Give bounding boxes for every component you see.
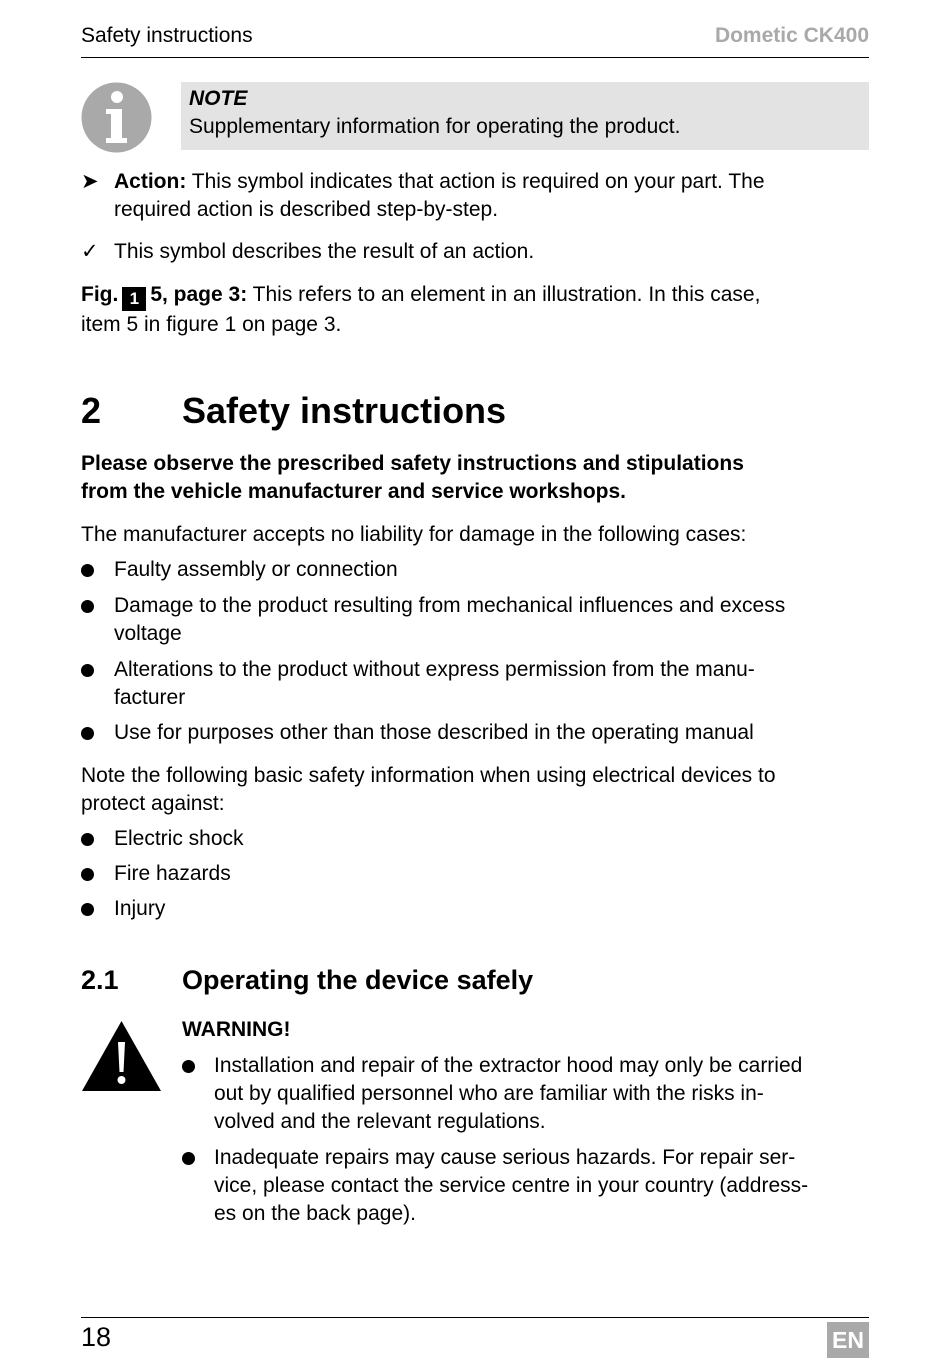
fig-number-box: 1 <box>122 287 146 311</box>
intro-line-1: Please observe the prescribed safety instructions and stipulations <box>81 452 744 475</box>
action-description <box>114 168 869 224</box>
bullet-icon <box>81 727 94 740</box>
basic-line-1: Note the following basic safety information when using electrical devices to <box>81 764 776 787</box>
header-section-title: Safety instructions <box>81 24 253 47</box>
bullet-icon <box>81 903 94 916</box>
intro-line-2: from the vehicle manufacturer and service workshops. <box>81 480 627 503</box>
manual-page <box>81 0 869 1362</box>
action-arrow-icon: ➤ <box>81 170 99 193</box>
liability-item <box>114 592 869 648</box>
hazard-item: Fire hazards <box>114 862 231 885</box>
warning-item-line-3: volved and the relevant regulations. <box>214 1110 546 1133</box>
header-product-name: Dometic CK400 <box>714 24 869 47</box>
language-badge: EN <box>827 1322 869 1358</box>
page-number: 18 <box>81 1322 112 1352</box>
basic-line-2: protect against: <box>81 792 225 815</box>
figure-reference-text <box>81 281 869 339</box>
section-2-title: Safety instructions <box>182 390 507 431</box>
hazard-item: Electric shock <box>114 827 244 850</box>
section-2-1-title: Operating the device safely <box>182 965 534 995</box>
liability-item-line-2: facturer <box>114 686 186 709</box>
basic-safety-text <box>81 762 869 818</box>
bullet-icon <box>81 868 94 881</box>
bullet-icon <box>182 1060 195 1073</box>
liability-item-line-1: Damage to the product resulting from mechanical influences and excess <box>114 594 786 617</box>
fig-line-2: item 5 in figure 1 on page 3. <box>81 313 342 336</box>
section-2-1-number: 2.1 <box>81 965 119 995</box>
action-line-2: required action is described step-by-step. <box>114 198 499 221</box>
warning-item-line-1: Inadequate repairs may cause serious hazards. For repair ser- <box>214 1146 796 1169</box>
note-title: NOTE <box>189 87 248 110</box>
footer-divider <box>81 1317 869 1318</box>
info-icon <box>81 82 152 153</box>
liability-item-line-2: voltage <box>114 622 182 645</box>
warning-item <box>214 1052 869 1136</box>
fig-label: Fig. <box>81 283 119 306</box>
result-description: This symbol describes the result of an action. <box>114 240 535 263</box>
note-text: Supplementary information for operating the product. <box>189 115 681 138</box>
fig-line-1: This refers to an element in an illustration. In this case, <box>247 283 761 306</box>
liability-text: The manufacturer accepts no liability for damage in the following cases: <box>81 523 747 546</box>
warning-item-line-1: Installation and repair of the extractor hood may only be carried <box>214 1054 803 1077</box>
warning-title: WARNING! <box>182 1018 291 1041</box>
action-label: Action: <box>114 170 187 193</box>
bullet-icon <box>81 600 94 613</box>
warning-triangle-icon <box>81 1020 162 1092</box>
bullet-icon <box>81 833 94 846</box>
liability-item: Faulty assembly or connection <box>114 558 398 581</box>
warning-item-line-2: vice, please contact the service centre in your country (address- <box>214 1174 809 1197</box>
liability-item-line-1: Alterations to the product without express permission from the manu- <box>114 658 755 681</box>
section-2-intro <box>81 450 869 506</box>
bullet-icon <box>182 1152 195 1165</box>
liability-item <box>114 656 869 712</box>
hazard-item: Injury <box>114 897 166 920</box>
warning-item-line-2: out by qualified personnel who are familiar with the risks in- <box>214 1082 764 1105</box>
bullet-icon <box>81 564 94 577</box>
warning-item <box>214 1144 869 1228</box>
page-header <box>81 24 869 58</box>
note-box <box>181 82 869 150</box>
section-2-number: 2 <box>81 390 102 431</box>
warning-item-line-3: es on the back page). <box>214 1202 416 1225</box>
checkmark-icon: ✓ <box>81 240 99 263</box>
liability-item: Use for purposes other than those described in the operating manual <box>114 721 754 744</box>
action-line-1: This symbol indicates that action is required on your part. The <box>186 170 765 193</box>
fig-ref: 5, page 3: <box>150 283 248 306</box>
bullet-icon <box>81 664 94 677</box>
